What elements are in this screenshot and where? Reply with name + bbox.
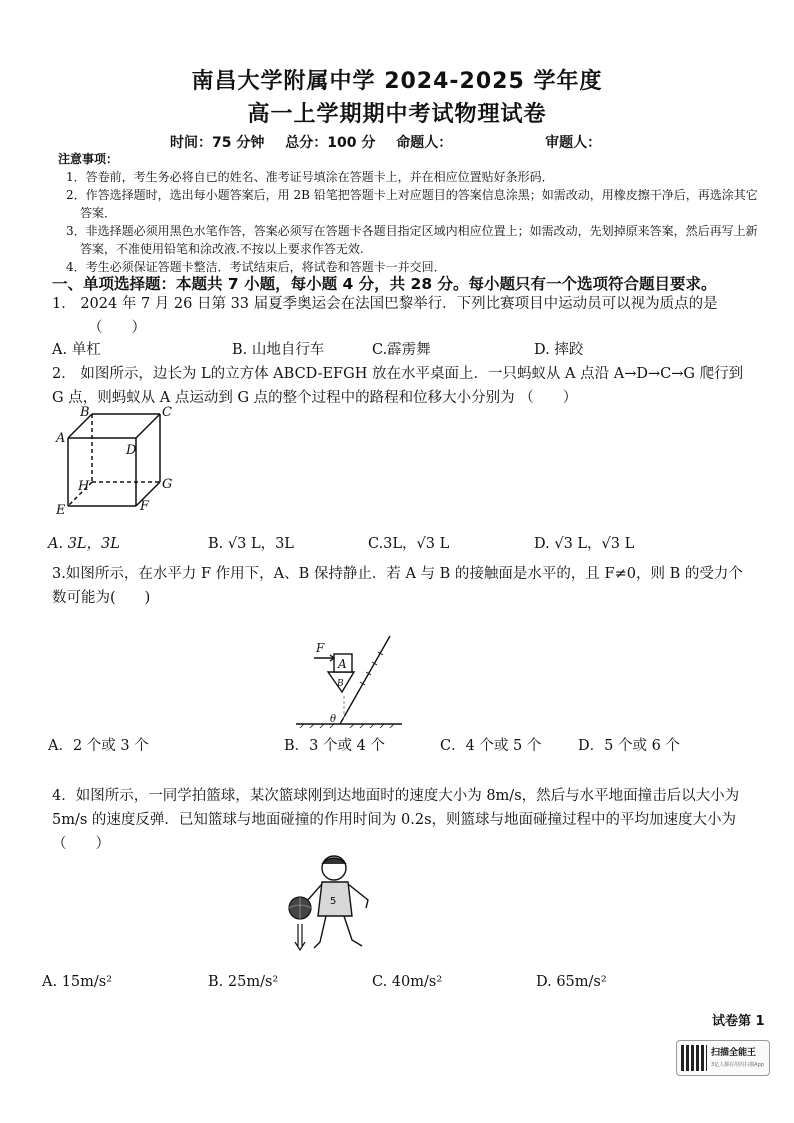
scanner-app-name: 扫描全能王 xyxy=(711,1048,757,1058)
exam-title-line2: 高一上学期期中考试物理试卷 xyxy=(247,102,547,127)
page-number: 试卷第 1 xyxy=(712,1014,765,1029)
q3-option-b: B．3 个或 4 个 xyxy=(284,738,385,754)
q3-option-d: D．5 个或 6 个 xyxy=(578,738,680,754)
incline-label-theta: θ xyxy=(330,714,337,725)
notes-title: 注意事项： xyxy=(58,152,119,166)
notes-item: 3．非选择题必须用黑色水笔作答，答案必须写在答题卡各题目指定区域内相应位置上；如需改动，先划掉原来答案，然后再写上新答案，不准使用铅笔和涂改液.不按以上要求作答无效. xyxy=(66,224,758,256)
q2-stem: 2． 如图所示，边长为 L的立方体 ABCD-EFGH 放在水平桌面上．一只蚂蚁从 A 点沿 A→D→C→G 爬行到 G 点，则蚂蚁从 A 点运动到 G 点的整个过程中的路程和位移大小分别为 （ ） xyxy=(52,366,744,406)
qr-code-icon xyxy=(681,1045,707,1071)
exam-reviewer: 审题人： xyxy=(545,135,602,151)
cube-label-f: F xyxy=(140,499,150,514)
cube-label-e: E xyxy=(56,503,66,518)
q2-option-b: B. √3 L，3L xyxy=(208,536,294,552)
exam-setter: 命题人： xyxy=(396,135,453,151)
q4-option-a: A. 15m/s² xyxy=(42,974,113,990)
cube-label-h: H xyxy=(78,479,90,494)
cube-label-a: A xyxy=(56,431,66,446)
cube-label-c: C xyxy=(162,405,172,420)
q1-stem xyxy=(52,292,757,340)
q1-bracket: （ ） xyxy=(88,320,146,336)
scanner-watermark xyxy=(676,1040,770,1076)
cube-label-d: D xyxy=(126,443,137,458)
q4-option-d: D. 65m/s² xyxy=(536,974,607,990)
q2-option-a: A. 3L，3L xyxy=(48,536,120,552)
incline-label-a: A xyxy=(338,657,347,671)
q1-stem-text: 1． 2024 年 7 月 26 日第 33 届夏季奥运会在法国巴黎举行．下列比赛项目中运动员可以视为质点的是 xyxy=(52,296,718,312)
q2-option-d: D. √3 L，√3 L xyxy=(534,536,635,552)
exam-time: 时间：75 分钟 xyxy=(170,135,265,151)
q1-option-d: D. 摔跤 xyxy=(534,342,584,358)
q3-stem: 3.如图所示，在水平力 F 作用下，A、B 保持静止．若 A 与 B 的接触面是水平的，且 F≠0，则 B 的受力个数可能为( ) xyxy=(52,566,743,606)
incline-label-f: F xyxy=(316,641,325,655)
q1-option-a: A. 单杠 xyxy=(52,342,101,358)
basketball-player-figure xyxy=(282,852,390,956)
q4-option-b: B. 25m/s² xyxy=(208,974,279,990)
cube-figure xyxy=(52,402,182,518)
q3-option-c: C．4 个或 5 个 xyxy=(440,738,542,754)
q2-option-c: C.3L，√3 L xyxy=(368,536,450,552)
q4-option-c: C. 40m/s² xyxy=(372,974,443,990)
exam-meta xyxy=(170,132,730,152)
section1-title: 一、单项选择题：本题共 7 小题，每小题 4 分，共 28 分。每小题只有一个选项符合题目要求。 xyxy=(52,275,717,293)
cube-label-b: B xyxy=(80,405,90,420)
incline-label-b: B xyxy=(337,679,344,689)
exam-score: 总分：100 分 xyxy=(285,135,376,151)
q1-option-c: C.霹雳舞 xyxy=(372,342,431,358)
notes-item: 4．考生必须保证答题卡整洁．考试结束后，将试卷和答题卡一并交回． xyxy=(66,260,446,274)
notes-item: 1．答卷前，考生务必将自已的姓名、准考证号填涂在答题卡上，并在相应位置贴好条形码． xyxy=(66,170,554,184)
svg-text:5: 5 xyxy=(330,896,337,907)
q1-option-b: B. 山地自行车 xyxy=(232,342,325,358)
q4-stem: 4．如图所示，一同学拍篮球，某次篮球刚到达地面时的速度大小为 8m/s，然后与水平地面撞击后以大小为 5m/s 的速度反弹．已知篮球与地面碰撞的作用时间为 0.2s，则篮球与地面碰撞过程中的平均加速度大小为 （ ） xyxy=(52,788,740,852)
q3-option-a: A．2 个或 3 个 xyxy=(48,738,149,754)
exam-title-line1: 南昌大学附属中学 2024-2025 学年度 xyxy=(191,69,603,94)
notes-block xyxy=(58,150,758,276)
cube-label-g: G xyxy=(162,477,173,492)
scanner-app-tagline: 3亿人都在用的扫描App xyxy=(711,1062,764,1068)
incline-figure xyxy=(290,632,410,730)
notes-item: 2．作答选择题时，选出每小题答案后，用 2B 铅笔把答题卡上对应题目的答案信息涂黑；如需改动，用橡皮擦干净后，再选涂其它答案． xyxy=(66,188,758,220)
